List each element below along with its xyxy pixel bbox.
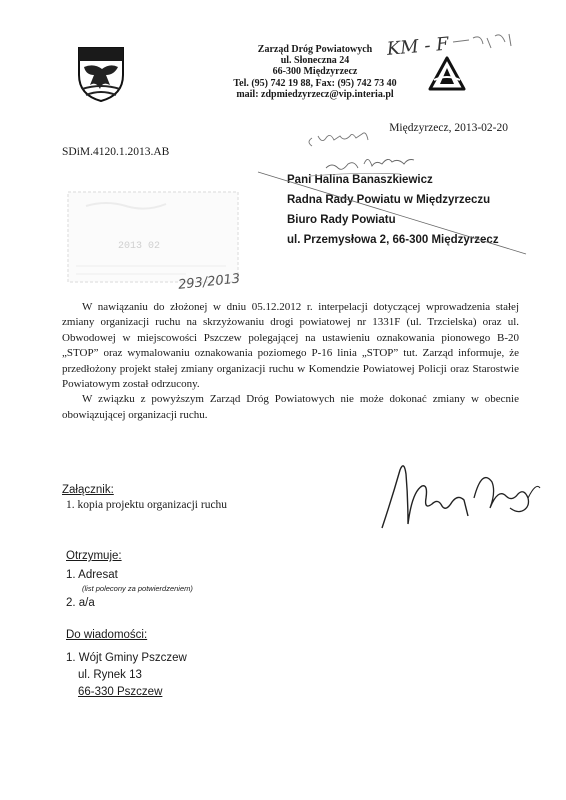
recipient-name: Pani Halina Banaszkiewicz — [287, 174, 433, 186]
letterhead-city: 66-300 Międzyrzecz — [272, 66, 358, 78]
letter-body — [62, 300, 519, 423]
stamp-date: 2013 02 — [118, 241, 161, 252]
cc-title: Do wiadomości: — [66, 629, 148, 641]
body-paragraph: W związku z powyższym Zarząd Dróg Powiatowych nie może dokonać zmiany w obecnie obowiązującej organizacji ruchu. — [62, 393, 519, 421]
reference-number: SDiM.4120.1.2013.AB — [62, 146, 170, 158]
letterhead-email: mail: zdpmiedzyrzecz@vip.interia.pl — [236, 88, 394, 100]
attachments-title: Załącznik: — [62, 484, 114, 496]
receiver-item-2: 2. a/a — [66, 597, 95, 609]
recipient-office: Biuro Rady Powiatu — [287, 214, 396, 226]
handwritten-strike-lines — [250, 170, 530, 270]
receiver-item-1-note: (list polecony za potwierdzeniem) — [82, 584, 193, 593]
attachment-item: 1. kopia projektu organizacji ruchu — [66, 499, 228, 511]
handwritten-annotation-top — [383, 28, 518, 66]
letterhead-name: Zarząd Dróg Powiatowych — [257, 44, 373, 55]
receiver-item-1: 1. Adresat — [66, 569, 118, 581]
cc-line-2: ul. Rynek 13 — [78, 669, 142, 681]
letter-date: Międzyrzecz, 2013-02-20 — [389, 122, 508, 134]
receivers-title: Otrzymuje: — [66, 550, 122, 562]
body-paragraph: W nawiązaniu do złożonej w dniu 05.12.2012 r. interpelacji dotyczącej wprowadzenia stałej zmiany organizacji ruchu na skrzyżowaniu drogi powiatowej nr 1331F (ul. Trzcielska) oraz ul. Obwodowej w miejscowości Pszczew polegającej na ustawieniu oznakowania pionowego B-20 „STOP” oraz wymalowaniu oznakowania poziomego P-16 linia „STOP” tut. Zarząd informuje, że przedłożony projekt stałej zmiany organizacji ruchu w Komendzie Powiatowej Policji oraz Starostwie Powiatowym został odrzucony. — [62, 301, 519, 391]
recipient-address: ul. Przemysłowa 2, 66-300 Międzyrzecz — [287, 234, 499, 246]
stamp-handwritten-number: 293/2013 — [177, 271, 241, 293]
recipient-title: Radna Rady Powiatu w Międzyrzeczu — [287, 194, 491, 206]
cc-line-3: 66-330 Pszczew — [78, 686, 163, 698]
letterhead-phone: Tel. (95) 742 19 88, Fax: (95) 742 73 40 — [233, 77, 397, 89]
county-crest-logo — [76, 45, 126, 103]
signature — [378, 458, 548, 536]
letterhead-street: ul. Słoneczna 24 — [280, 55, 350, 67]
cc-line-1: 1. Wójt Gminy Pszczew — [66, 652, 187, 664]
handwritten-code: KM - F — [385, 33, 450, 60]
